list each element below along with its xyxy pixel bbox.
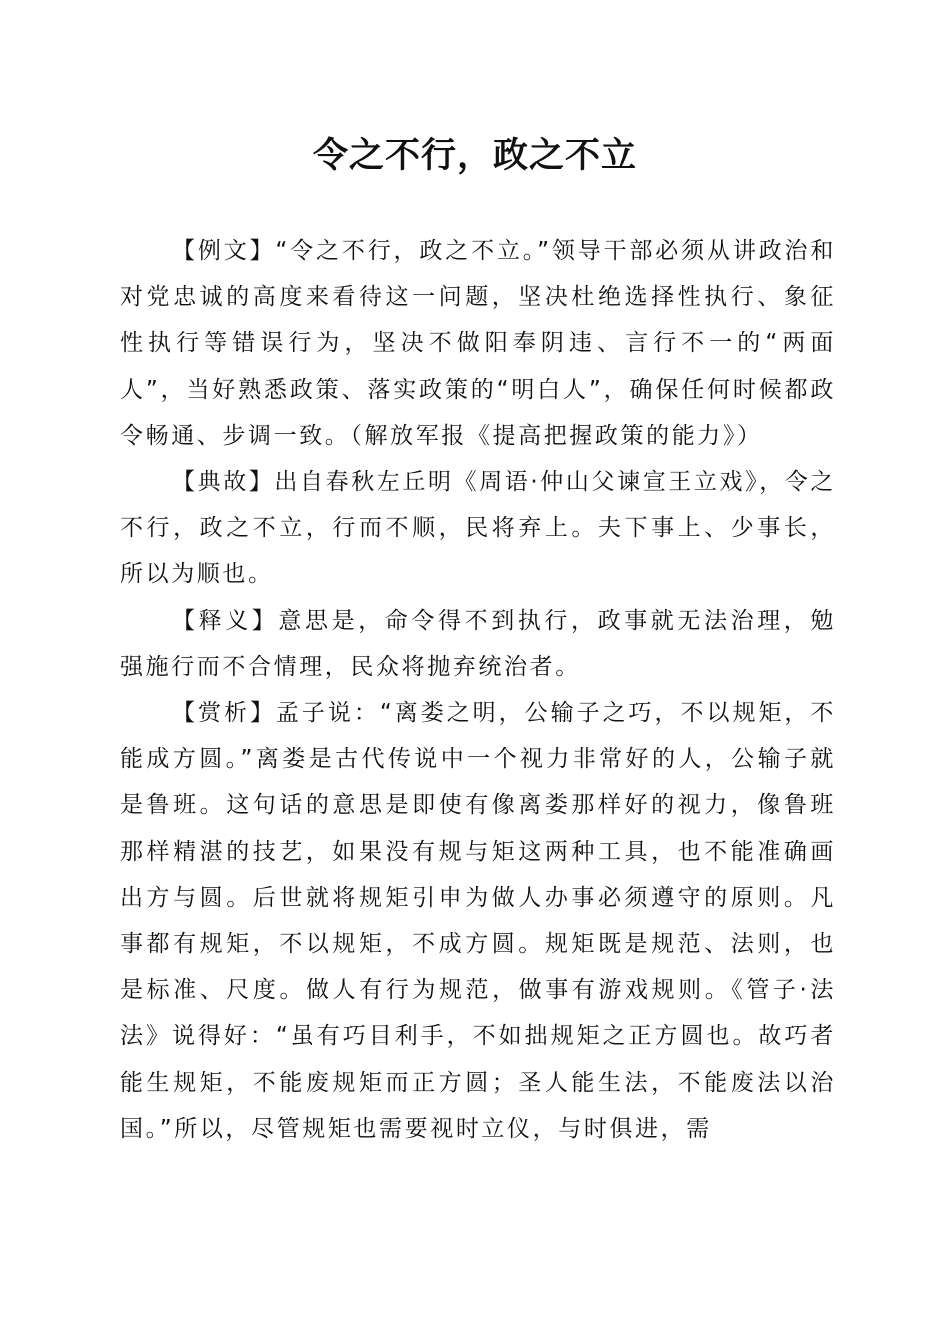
paragraph-meaning: 【释义】意思是，命令得不到执行，政事就无法治理，勉强施行而不合情理，民众将抛弃统治者。 [120, 607, 836, 680]
document-body [120, 228, 836, 1152]
paragraph-allusion: 【典故】出自春秋左丘明《周语·仲山父谏宣王立戏》，令之不行，政之不立，行而不顺，民将弃上。夫下事上、少事长，所以为顺也。 [120, 469, 837, 588]
paragraph-appreciation: 【赏析】孟子说：“离娄之明，公输子之巧，不以规矩，不能成方圆。”离娄是古代传说中一个视力非常好的人，公输子就是鲁班。这句话的意思是即使有像离娄那样好的视力，像鲁班那样精湛的技艺，如果没有规与矩这两种工具，也不能准确画出方与圆。后世就将规矩引申为做人办事必须遵守的原则。凡事都有规矩，不以规矩，不成方圆。规矩既是规范、法则，也是标准、尺度。做人有行为规范，做事有游戏规则。《管子·法法》说得好：“虽有巧目利手，不如拙规矩之正方圆也。故巧者能生规矩，不能废规矩而正方圆；圣人能生法，不能废法以治国。”所以，尽管规矩也需要视时立仪，与时俱进，需 [120, 700, 836, 1142]
paragraph-example: 【例文】“令之不行，政之不立。”领导干部必须从讲政治和对党忠诚的高度来看待这一问题，坚决杜绝选择性执行、象征性执行等错误行为，坚决不做阳奉阴违、言行不一的“两面人”，当好熟悉政策、落实政策的“明白人”，确保任何时候都政令畅通、步调一致。（解放军报《提高把握政策的能力》） [120, 238, 836, 449]
document-title: 令之不行，政之不立 [312, 135, 637, 176]
